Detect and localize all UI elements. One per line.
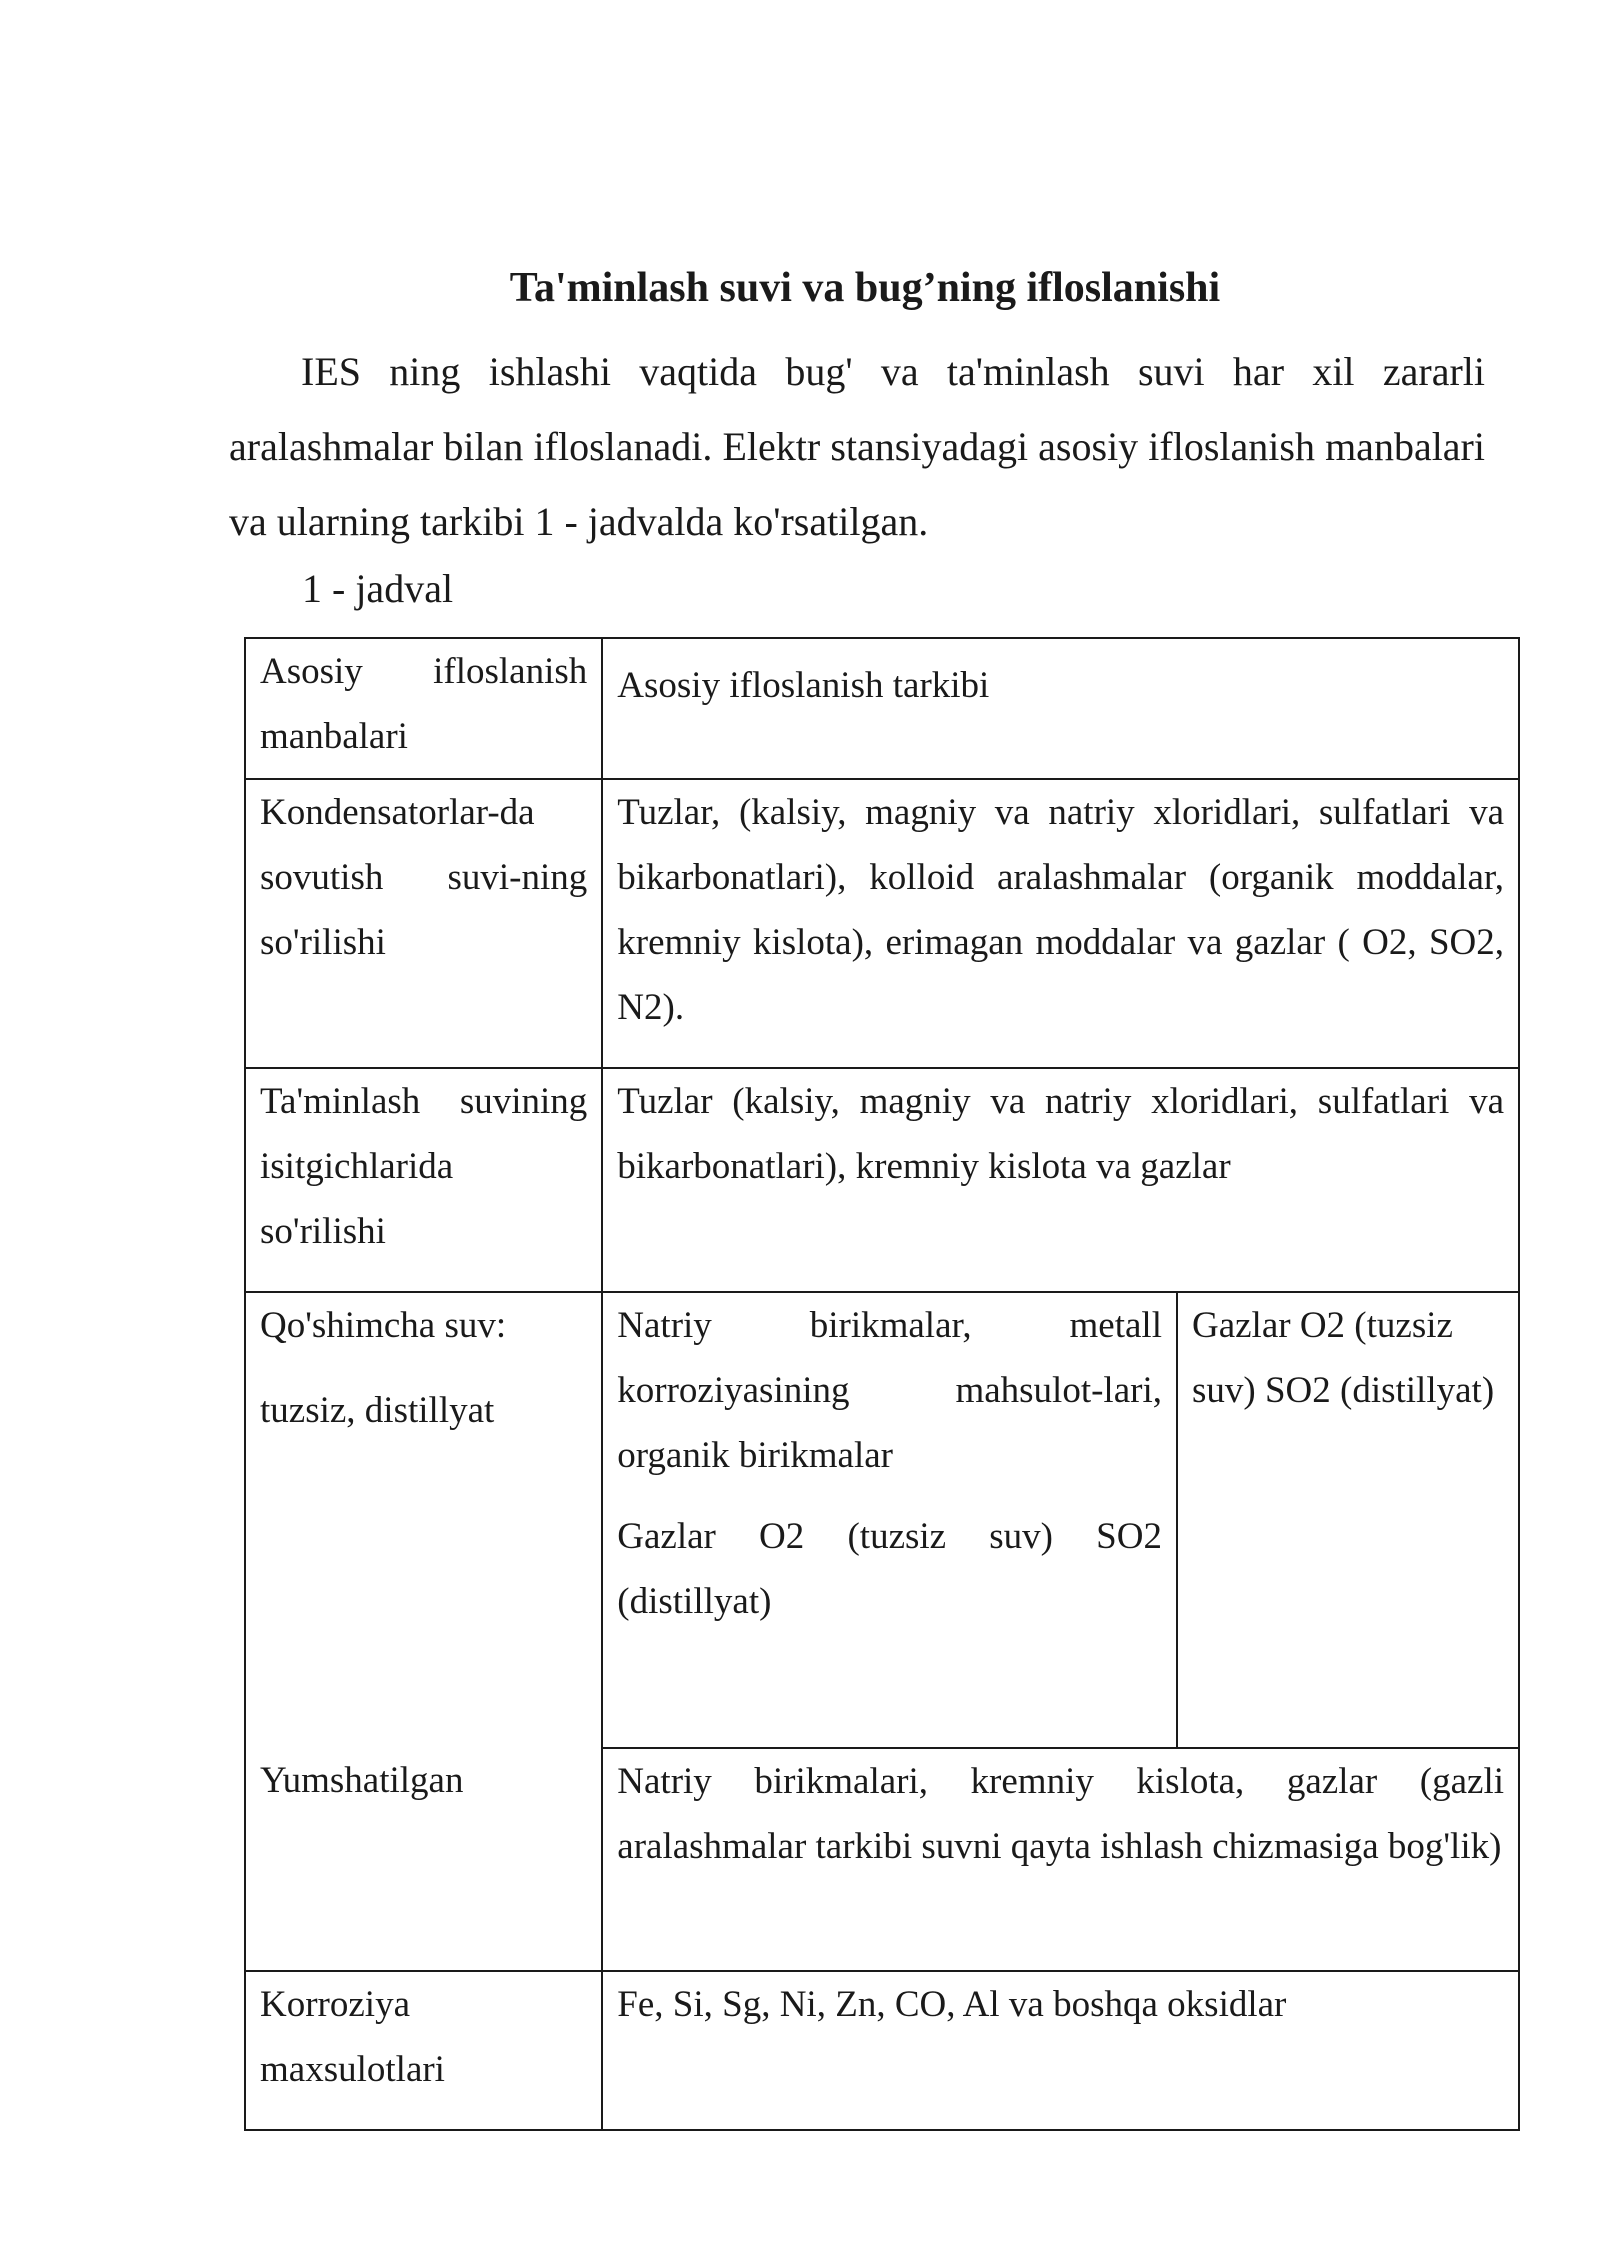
content-cell-side: Gazlar O2 (tuzsiz suv) SO2 (distillyat)	[1177, 1292, 1519, 1748]
source-cell: Kondensatorlar-da sovutish suvi-ning so'rilishi	[245, 779, 602, 1068]
table-row	[245, 1292, 1519, 1748]
source-cell: Yumshatilgan	[245, 1748, 602, 1971]
content-paragraph: Natriy birikmalar, metall korroziyasining mahsulot-lari, organik birikmalar	[617, 1305, 1162, 1476]
table-row	[245, 1748, 1519, 1971]
table-row	[245, 1971, 1519, 2130]
content-cell	[602, 1292, 1177, 1748]
table-row	[245, 1068, 1519, 1292]
content-cell: Natriy birikmalari, kremniy kislota, gazlar (gazli aralashmalar tarkibi suvni qayta ishlash chizmasiga bog'lik)	[602, 1748, 1519, 1971]
content-cell: Fe, Si, Sg, Ni, Zn, CO, Al va boshqa oksidlar	[602, 1971, 1519, 2130]
document-title: Ta'minlash suvi va bug’ning ifloslanishi	[509, 265, 1221, 311]
header-cell-content: Asosiy ifloslanish tarkibi	[602, 638, 1519, 779]
source-line: tuzsiz, distillyat	[260, 1390, 495, 1431]
pollution-sources-table	[244, 637, 1520, 2131]
header-cell-sources: Asosiy ifloslanish manbalari	[245, 638, 602, 779]
table-header-row	[245, 638, 1519, 779]
table-caption: 1 - jadval	[302, 566, 454, 611]
intro-paragraph: IES ning ishlashi vaqtida bug' va ta'minlash suvi har xil zararli aralashmalar bilan ifloslanadi. Elektr stansiyadagi asosiy ifloslanish manbalari va ularning tarkibi 1 - jadvalda ko'rsatilgan.	[229, 349, 1485, 544]
source-cell: Korroziya maxsulotlari	[245, 1971, 602, 2130]
source-line: Qo'shimcha suv:	[260, 1305, 507, 1346]
content-cell: Tuzlar, (kalsiy, magniy va natriy xloridlari, sulfatlari va bikarbonatlari), kolloid aralashmalar (organik moddalar, kremniy kislota), erimagan moddalar va gazlar ( O2, SO2, N2).	[602, 779, 1519, 1068]
source-cell: Ta'minlash suvining isitgichlarida so'rilishi	[245, 1068, 602, 1292]
content-cell: Tuzlar (kalsiy, magniy va natriy xloridlari, sulfatlari va bikarbonatlari), kremniy kislota va gazlar	[602, 1068, 1519, 1292]
table-row	[245, 779, 1519, 1068]
source-cell	[245, 1292, 602, 1748]
content-paragraph: Gazlar O2 (tuzsiz suv) SO2 (distillyat)	[617, 1516, 1162, 1622]
